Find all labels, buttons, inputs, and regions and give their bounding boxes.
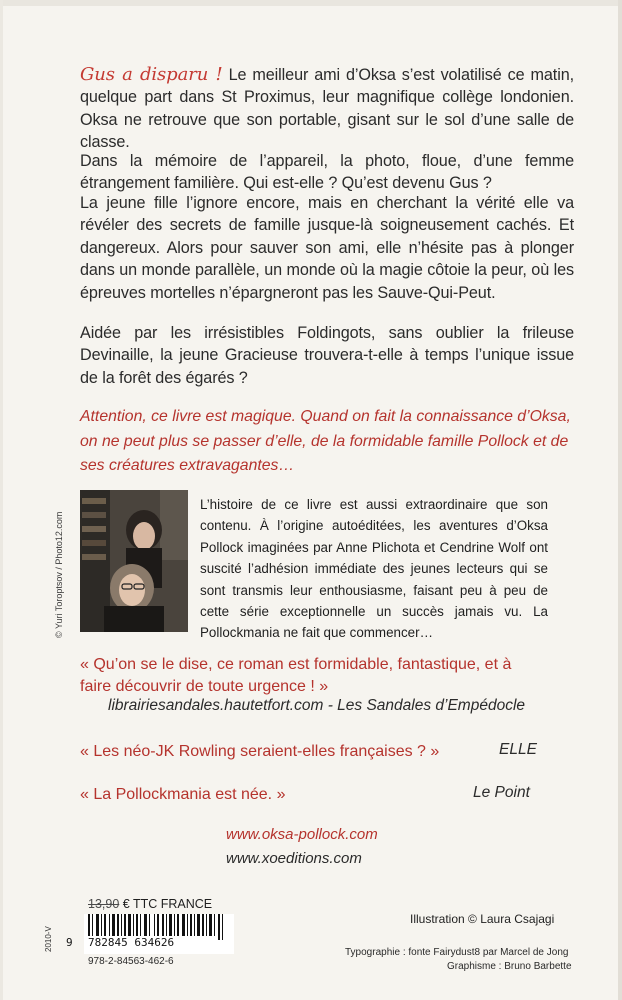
synopsis-paragraph-1-text: Le meilleur ami d’Oksa s’est volatilisé ce matin, quelque part dans St Proximus, leur magnifique collège londonien. Oksa ne retrouve que son portable, gisant sur le sol d’une salle de classe. [80, 66, 575, 152]
cover-edge-top [0, 0, 622, 6]
isbn: 978-2-84563-462-6 [88, 956, 174, 967]
cover-edge-right [618, 0, 622, 1000]
review-quote-1-line-1: « Qu’on se le dise, ce roman est formidable, fantastique, et à [80, 656, 512, 673]
tagline: Attention, ce livre est magique. Quand on fait la connaissance d’Oksa, on ne peut plus se passer d’elle, de la formidable famille Pollock et de ses créatures extravagantes… [80, 408, 571, 474]
website-link-1[interactable]: www.oksa-pollock.com [226, 826, 378, 843]
graphics-credit: Graphisme : Bruno Barbette [447, 961, 572, 972]
review-quote-3: « La Pollockmania est née. » [80, 786, 286, 803]
synopsis-paragraph-2: Dans la mémoire de l’appareil, la photo, floue, d’une femme étrangement familière. Qui est-elle ? Qu’est devenu Gus ? [80, 152, 574, 193]
author-photo-image [80, 490, 188, 632]
synopsis-title: Gus a disparu ! [80, 64, 223, 85]
synopsis-paragraph-4: Aidée par les irrésistibles Foldingots, sans oublier la frileuse Devinaille, la jeune Gracieuse trouvera-t-elle à temps l’unique issue de la forêt des égarés ? [80, 324, 574, 387]
author-bio: L’histoire de ce livre est aussi extraordinaire que son contenu. À l’origine autoéditées, les aventures d’Oksa Pollock imaginées par Anne Plichota et Cendrine Wolf ont suscité l’adhésion immédiate des jeunes lecteurs qui se sont transmis leur enthousiasme, faisant peu à peu de cette série exceptionnelle un succès jamais vu. La Pollockmania ne fait que commencer… [200, 497, 548, 641]
cover-edge-left [0, 0, 3, 1000]
synopsis-paragraph-3: La jeune fille l’ignore encore, mais en cherchant la vérité elle va révéler des secrets de famille jusque-là soigneusement cachés. Et dangereux. Alors pour sauver son ami, elle n’hésite pas à plonger dans un monde parallèle, un monde où la magie côtoie la peur, où les épreuves mortelles n’épargneront pas les Sauve-Qui-Peut. [80, 194, 574, 302]
illustration-credit: Illustration © Laura Csajagi [410, 912, 555, 926]
review-quote-1 [80, 654, 511, 698]
review-quote-2: « Les néo-JK Rowling seraient-elles françaises ? » [80, 743, 440, 760]
typography-credit: Typographie : fonte Fairydust8 par Marcel de Jong [345, 947, 569, 958]
barcode-digits: 782845 634626 [88, 936, 175, 949]
price-label [88, 897, 212, 911]
review-quote-1-line-2: faire découvrir de toute urgence ! » [80, 678, 329, 695]
review-source-1: librairiesandales.hautetfort.com - Les Sandales d’Empédocle [108, 697, 526, 714]
photo-credit: © Yuri Toroptsov / Photo12.com [54, 511, 64, 638]
review-source-3: Le Point [473, 784, 530, 801]
barcode-lead-digit: 9 [66, 936, 73, 949]
price-text: € TTC FRANCE [122, 897, 213, 911]
price-old: 13,90 [88, 897, 120, 911]
author-photo [80, 490, 188, 632]
review-source-2: ELLE [499, 741, 537, 758]
side-code: 2010-V [44, 926, 53, 952]
synopsis-paragraph-1 [80, 64, 574, 154]
website-link-2[interactable]: www.xoeditions.com [226, 850, 362, 867]
